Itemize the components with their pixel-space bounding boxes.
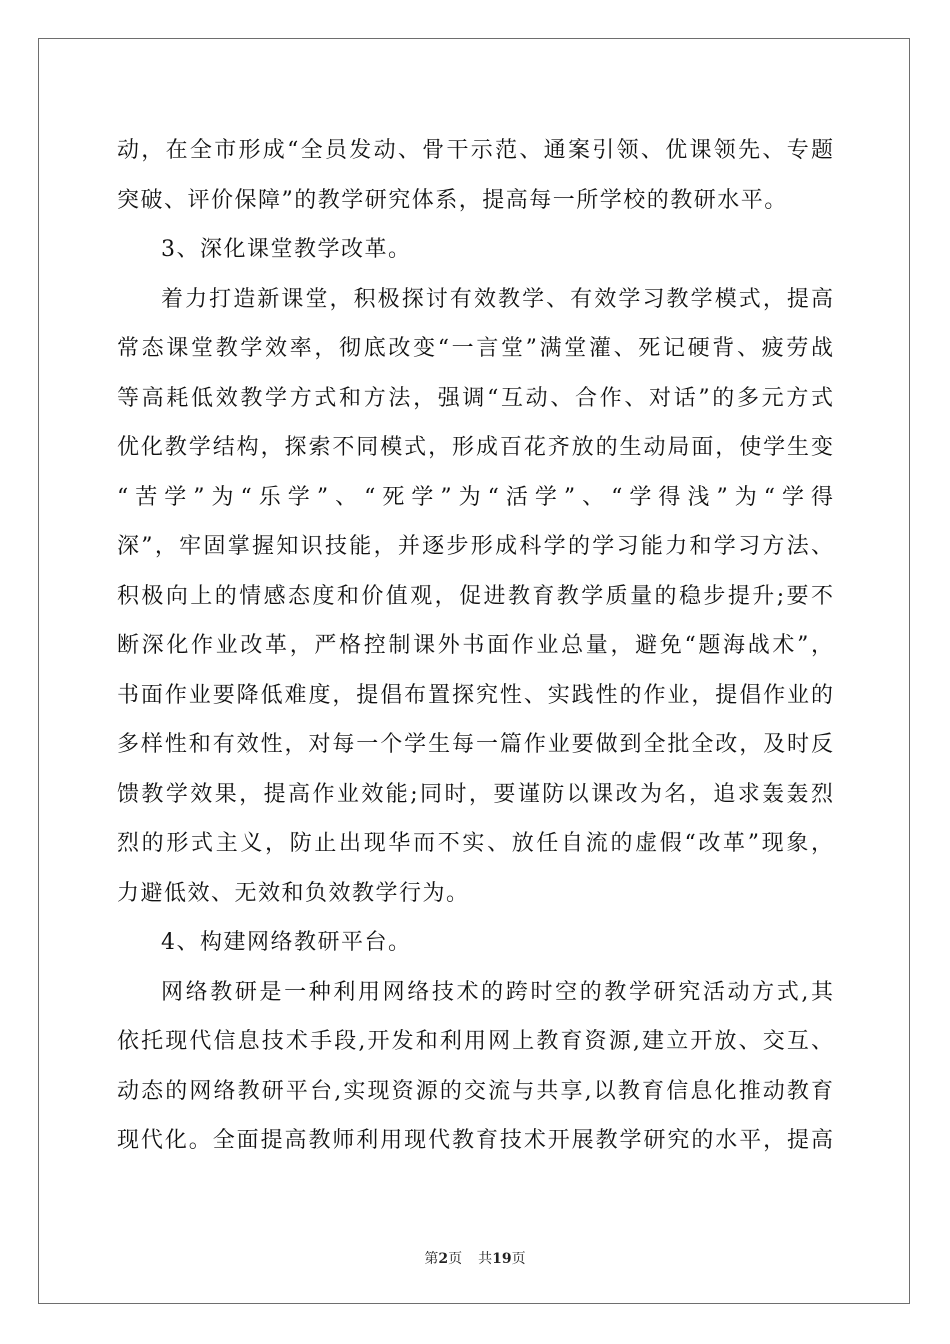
section-heading: 4、构建网络教研平台。: [161, 930, 412, 955]
page-unit: 页: [448, 1251, 463, 1267]
current-page-number: 2: [438, 1251, 449, 1267]
text-line: “苦学”为“乐学”、“死学”为“活学”、“学得浅”为“学得: [117, 484, 833, 510]
text-line: 现代化。全面提高教师利用现代教育技术开展教学研究的水平，提高: [117, 1128, 833, 1153]
text-line: 网络教研是一种利用网络技术的跨时空的教学研究活动方式,其: [161, 979, 833, 1005]
page-prefix: 第: [424, 1251, 439, 1267]
text-line: 优化教学结构，探索不同模式，形成百花齐放的生动局面，使学生变: [117, 435, 833, 460]
text-line: 深”，牢固掌握知识技能，并逐步形成科学的学习能力和学习方法、: [117, 534, 833, 559]
total-unit: 页: [511, 1251, 526, 1267]
total-prefix: 共: [478, 1251, 493, 1267]
text-line: 突破、评价保障”的教学研究体系，提高每一所学校的教研水平。: [117, 187, 788, 213]
text-line: 等高耗低效教学方式和方法，强调“互动、合作、对话”的多元方式: [117, 385, 833, 411]
text-line: 书面作业要降低难度，提倡布置探究性、实践性的作业，提倡作业的: [117, 682, 833, 708]
text-line: 动态的网络教研平台,实现资源的交流与共享,以教育信息化推动教育: [117, 1078, 833, 1104]
total-page-count: 19: [492, 1251, 512, 1267]
text-line: 积极向上的情感态度和价值观，促进教育教学质量的稳步提升;要不: [117, 583, 833, 609]
text-line: 依托现代信息技术手段,开发和利用网上教育资源,建立开放、交互、: [117, 1029, 833, 1054]
text-line: 多样性和有效性，对每一个学生每一篇作业要做到全批全改，及时反: [117, 732, 833, 757]
text-line: 常态课堂教学效率，彻底改变“一言堂”满堂灌、死记硬背、疲劳战: [117, 336, 833, 361]
text-line: 烈的形式主义，防止出现华而不实、放任自流的虚假“改革”现象，: [117, 831, 833, 856]
text-line: 馈教学效果，提高作业效能;同时，要谨防以课改为名，追求轰轰烈: [117, 781, 833, 807]
text-line: 力避低效、无效和负效教学行为。: [117, 880, 470, 906]
document-body: [117, 126, 833, 1166]
section-heading: 3、深化课堂教学改革。: [161, 237, 412, 262]
text-line: 断深化作业改革，严格控制课外书面作业总量，避免“题海战术”，: [117, 633, 833, 658]
text-line: 着力打造新课堂，积极探讨有效教学、有效学习教学模式，提高: [161, 286, 833, 312]
text-line: 动，在全市形成“全员发动、骨干示范、通案引领、优课领先、专题: [117, 138, 833, 163]
page-footer: [0, 1248, 950, 1268]
